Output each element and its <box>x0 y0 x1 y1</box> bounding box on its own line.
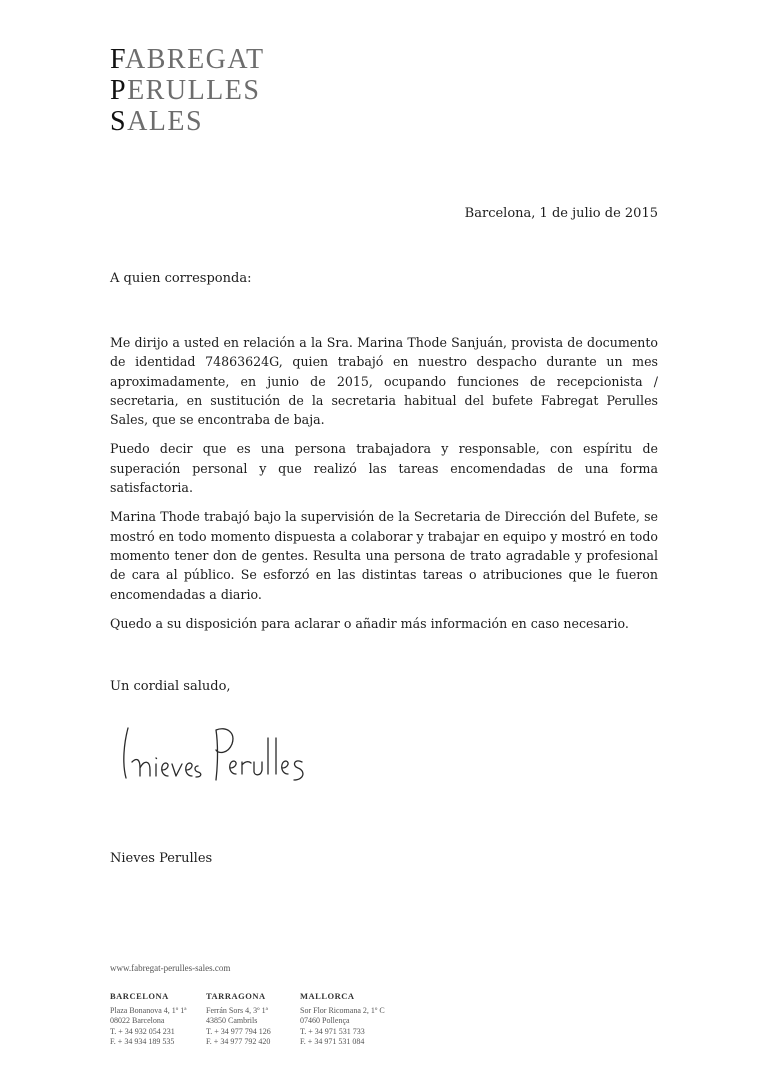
office-phone: T. + 34 971 531 733 <box>300 1026 365 1036</box>
office-barcelona <box>110 991 186 1048</box>
handwritten-signature <box>118 718 308 790</box>
office-fax: F. + 34 934 189 535 <box>110 1037 175 1046</box>
office-mallorca <box>300 991 385 1048</box>
office-phone: T. + 34 932 054 231 <box>110 1026 175 1036</box>
letter-footer <box>110 963 385 1046</box>
office-postal-line: 43850 Cambrils <box>206 1016 258 1025</box>
paragraph-2: Puedo decir que es una persona trabajadora y responsable, con espíritu de superación personal y que realizó las tareas encomendadas de una forma satisfactoria. <box>110 441 658 496</box>
logo-line-3: SALES <box>110 106 204 137</box>
logo-line-2: PERULLES <box>110 75 261 106</box>
paragraph-4: Quedo a su disposición para aclarar o añadir más información en caso necesario. <box>110 615 629 631</box>
office-city: MALLORCA <box>300 991 355 1001</box>
office-fax: F. + 34 977 792 420 <box>206 1037 271 1046</box>
office-postal-line: 08022 Barcelona <box>110 1016 165 1025</box>
letter-body <box>110 333 658 643</box>
paragraph-1: Me dirijo a usted en relación a la Sra. Marina Thode Sanjuán, provista de documento de identidad 74863624G, quien trabajó en nuestro despacho durante un mes aproximadamente, en junio de 2015, ocupando funciones de recepcionista / secretaria, en sustitución de la secretaria habitual del bufete Fabregat Perulles Sales, que se encontraba de baja. <box>110 335 658 428</box>
office-phone: T. + 34 977 794 126 <box>206 1026 271 1036</box>
salutation: A quien corresponda: <box>110 271 252 286</box>
office-tarragona <box>206 991 271 1048</box>
office-city: BARCELONA <box>110 991 169 1001</box>
logo-line-1: FABREGAT <box>110 44 265 75</box>
letter-date: Barcelona, 1 de julio de 2015 <box>464 206 658 221</box>
office-address-line: Sor Flor Ricomana 2, 1º C <box>300 1005 385 1015</box>
office-address-line: Ferrán Sors 4, 3º 1ª <box>206 1005 268 1015</box>
website-link[interactable]: www.fabregat-perulles-sales.com <box>110 963 231 973</box>
office-city: TARRAGONA <box>206 991 266 1001</box>
office-postal-line: 07460 Pollença <box>300 1016 350 1025</box>
firm-logo <box>110 44 265 137</box>
signer-name: Nieves Perulles <box>110 851 213 866</box>
closing: Un cordial saludo, <box>110 679 231 694</box>
paragraph-3: Marina Thode trabajó bajo la supervisión de la Secretaria de Dirección del Bufete, se mostró en todo momento dispuesta a colaborar y trabajar en equipo y mostró en todo momento tener don de gentes. Resulta una persona de trato agradable y profesional de cara al público. Se esforzó en las distintas tareas o atribuciones que le fueron encomendadas a diario. <box>110 509 658 602</box>
office-address-line: Plaza Bonanova 4, 1º 1ª <box>110 1005 187 1015</box>
office-fax: F. + 34 971 531 084 <box>300 1037 365 1046</box>
